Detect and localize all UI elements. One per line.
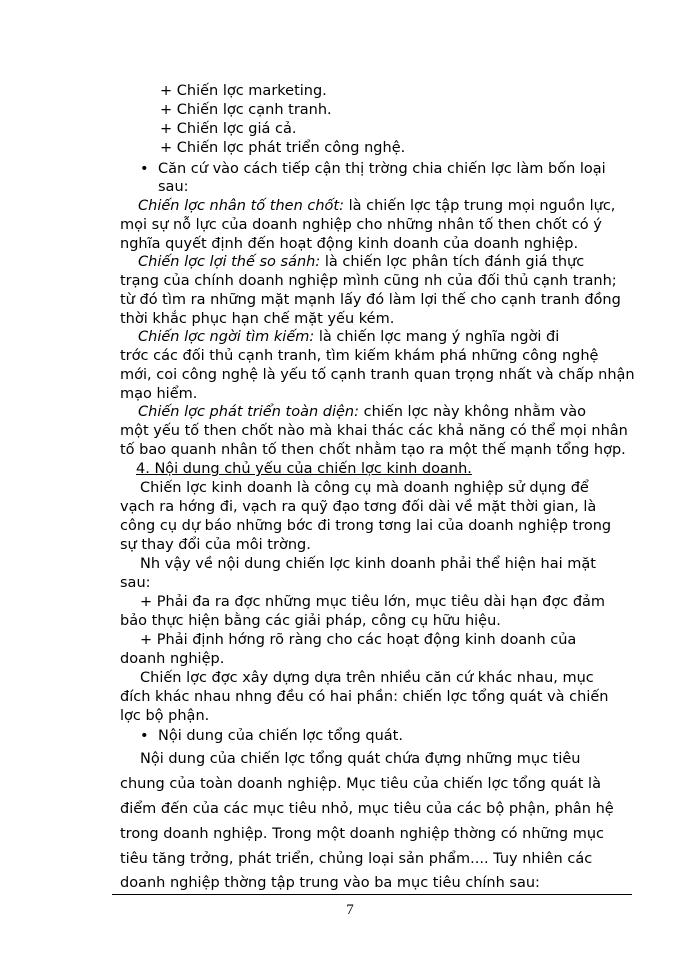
text-line: mạo hiểm.: [120, 386, 198, 402]
term-label: Chiến lợc nhân tố then chốt:: [138, 198, 344, 214]
paragraph-line: [138, 197, 638, 216]
bullet-icon: •: [140, 728, 149, 744]
text-line: chiến lợc này không nhằm vào: [358, 404, 587, 420]
text-line: chung của toàn doanh nghiệp. Mục tiêu của chiến lợc tổng quát là: [120, 776, 601, 792]
text-line: từ đó tìm ra những mặt mạnh lấy đó làm lợi thế cho cạnh tranh đồng: [120, 292, 621, 308]
text-line: mọi sự nỗ lực của doanh nghiệp cho những nhân tố then chốt có ý: [120, 217, 602, 233]
text-line: thời khắc phục hạn chế mặt yếu kém.: [120, 311, 395, 327]
text-line: đích khác nhau nhng đều có hai phần: chiến lợc tổng quát và chiến: [120, 689, 609, 705]
text-line: + Chiến lợc giá cả.: [160, 121, 297, 137]
text-line: Nội dung của chiến lợc tổng quát chứa đựng những mục tiêu: [140, 751, 581, 767]
text-line: + Chiến lợc marketing.: [160, 83, 327, 99]
text-line: Chiến lợc đợc xây dựng dựa trên nhiều căn cứ khác nhau, mục: [140, 670, 594, 686]
text-line: + Phải đa ra đợc những mục tiêu lớn, mục tiêu dài hạn đợc đảm: [140, 594, 606, 610]
text-line: doanh nghiệp thờng tập trung vào ba mục tiêu chính sau:: [120, 875, 540, 891]
text-line: là chiến lợc tập trung mọi nguồn lực,: [343, 198, 616, 214]
text-line: sau:: [158, 179, 189, 195]
text-line: công cụ dự báo những bớc đi trong tơng lai của doanh nghiệp trong: [120, 518, 612, 534]
footer-divider: [112, 894, 632, 895]
text-line: trạng của chính doanh nghiệp mình cũng nh của đối thủ cạnh tranh;: [120, 273, 617, 289]
paragraph-line: [138, 253, 638, 272]
text-line: doanh nghiệp.: [120, 651, 225, 667]
text-line: điểm đến của các mục tiêu nhỏ, mục tiêu của các bộ phận, phân hệ: [120, 801, 614, 817]
text-line: mới, coi công nghệ là yếu tố cạnh tranh quan trọng nhất và chấp nhận: [120, 367, 635, 383]
bullet-icon: •: [140, 161, 149, 177]
term-label: Chiến lợc ngời tìm kiếm:: [138, 329, 315, 345]
text-line: tiêu tăng trởng, phát triển, chủng loại sản phẩm.... Tuy nhiên các: [120, 851, 593, 867]
text-line: là chiến lợc phân tích đánh giá thực: [320, 254, 585, 270]
text-line: bảo thực hiện bằng các giải pháp, công cụ hữu hiệu.: [120, 613, 501, 629]
text-line: vạch ra hớng đi, vạch ra quỹ đạo tơng đối dài về mặt thời gian, là: [120, 499, 597, 515]
text-line: một yếu tố then chốt nào mà khai thác các khả năng có thể mọi nhân: [120, 423, 628, 439]
term-label: Chiến lợc lợi thế so sánh:: [138, 254, 321, 270]
text-line: Nội dung của chiến lợc tổng quát.: [158, 728, 403, 744]
text-line: nghĩa quyết định đến hoạt động kinh doanh của doanh nghiệp.: [120, 236, 579, 252]
text-line: lợc bộ phận.: [120, 708, 210, 724]
text-line: Căn cứ vào cách tiếp cận thị trờng chia chiến lợc làm bốn loại: [158, 161, 606, 177]
text-line: là chiến lợc mang ý nghĩa ngời đi: [314, 329, 560, 345]
text-line: sự thay đổi của môi trờng.: [120, 537, 311, 553]
text-line: + Chiến lợc phát triển công nghệ.: [160, 140, 406, 156]
page-number: 7: [346, 902, 354, 918]
paragraph-line: [138, 328, 638, 347]
paragraph-line: [138, 403, 638, 422]
section-heading: 4. Nội dung chủ yếu của chiến lợc kinh doanh.: [136, 461, 472, 477]
term-label: Chiến lợc phát triển toàn diện:: [138, 404, 359, 420]
text-line: + Chiến lợc cạnh tranh.: [160, 102, 332, 118]
bullet-item: [140, 727, 640, 746]
bullet-item: [140, 160, 640, 179]
text-line: Nh vậy về nội dung chiến lợc kinh doanh phải thể hiện hai mặt: [140, 556, 596, 572]
text-line: trớc các đối thủ cạnh tranh, tìm kiếm khám phá những công nghệ: [120, 348, 599, 364]
text-line: trong doanh nghiệp. Trong một doanh nghiệp thờng có những mục: [120, 826, 605, 842]
text-line: sau:: [120, 575, 151, 591]
text-line: Chiến lợc kinh doanh là công cụ mà doanh nghiệp sử dụng để: [140, 480, 589, 496]
text-line: tố bao quanh nhân tố then chốt nhằm tạo ra một thế mạnh tổng hợp.: [120, 442, 626, 458]
text-line: + Phải định hớng rõ ràng cho các hoạt động kinh doanh của: [140, 632, 577, 648]
